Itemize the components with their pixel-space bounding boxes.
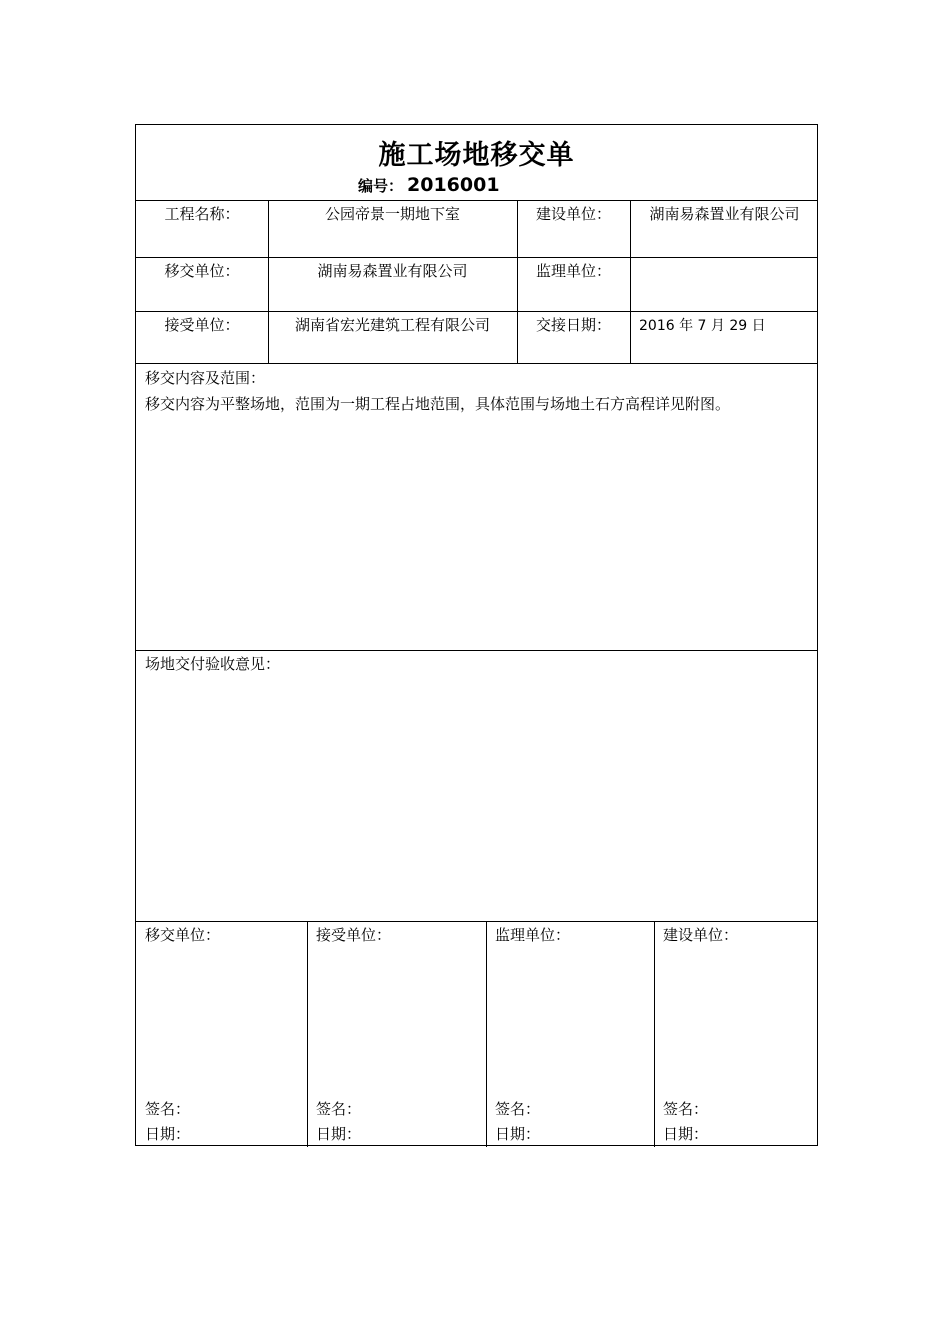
- content-text: 移交内容为平整场地，范围为一期工程占地范围，具体范围与场地土石方高程详见附图。: [145, 395, 731, 413]
- supervisor-label: 监理单位：: [535, 262, 611, 280]
- sig-owner-unit-label: 建设单位：: [663, 926, 739, 944]
- divider: [268, 200, 269, 363]
- divider: [136, 363, 817, 364]
- divider: [517, 200, 518, 363]
- divider: [136, 921, 817, 922]
- handover-unit-value: 湖南易森置业有限公司: [317, 262, 468, 280]
- form-title: 施工场地移交单: [378, 140, 575, 171]
- sig-handover-unit-label: 移交单位：: [145, 926, 221, 944]
- handover-date-value: 2016 年 7 月 29 日: [639, 318, 766, 334]
- divider: [136, 257, 817, 258]
- divider: [136, 650, 817, 651]
- owner-label: 建设单位：: [535, 205, 611, 223]
- serial-number: 2016001: [407, 174, 500, 196]
- divider: [136, 200, 817, 201]
- project-name-label: 工程名称：: [164, 205, 240, 223]
- divider: [307, 921, 308, 1147]
- owner-value: 湖南易森置业有限公司: [649, 205, 800, 223]
- sig-supervisor-unit-label: 监理单位：: [495, 926, 571, 944]
- serial-number-line: [358, 174, 500, 196]
- project-name-value: 公园帝景一期地下室: [324, 205, 460, 223]
- sig-supervisor-sign-label: 签名：: [495, 1100, 541, 1118]
- sig-owner-date-label: 日期：: [663, 1125, 709, 1143]
- divider: [654, 921, 655, 1147]
- sig-receiver-unit-label: 接受单位：: [316, 926, 392, 944]
- handover-unit-label: 移交单位：: [164, 262, 240, 280]
- sig-owner-sign-label: 签名：: [663, 1100, 709, 1118]
- sig-receiver-date-label: 日期：: [316, 1125, 362, 1143]
- acceptance-label: 场地交付验收意见：: [145, 655, 281, 673]
- sig-handover-date-label: 日期：: [145, 1125, 191, 1143]
- receiver-label: 接受单位：: [164, 316, 240, 334]
- sig-receiver-sign-label: 签名：: [316, 1100, 362, 1118]
- sig-handover-sign-label: 签名：: [145, 1100, 191, 1118]
- handover-form: [135, 124, 818, 1146]
- sig-supervisor-date-label: 日期：: [495, 1125, 541, 1143]
- serial-label: 编号：: [358, 177, 404, 195]
- receiver-value: 湖南省宏光建筑工程有限公司: [294, 316, 490, 334]
- divider: [136, 311, 817, 312]
- divider: [630, 200, 631, 363]
- divider: [486, 921, 487, 1147]
- content-label: 移交内容及范围：: [145, 369, 266, 387]
- handover-date-label: 交接日期：: [535, 316, 611, 334]
